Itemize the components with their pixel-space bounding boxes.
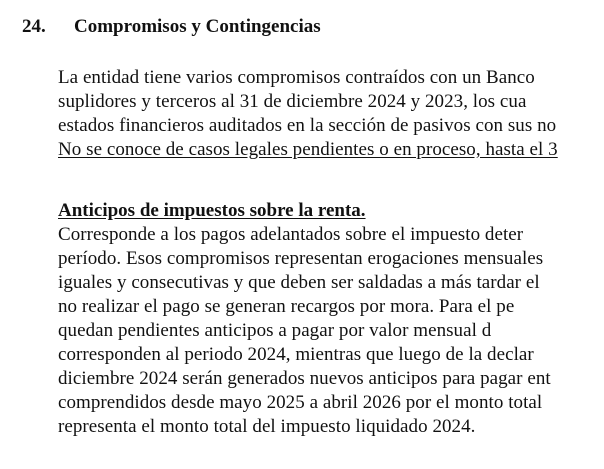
paragraph-line: comprendidos desde mayo 2025 a abril 2026 por el monto total <box>58 392 543 413</box>
underlined-paragraph-line: No se conoce de casos legales pendientes o en proceso, hasta el 3 <box>58 139 558 160</box>
paragraph-line: representa el monto total del impuesto liquidado 2024. <box>58 416 476 437</box>
paragraph-line: quedan pendientes anticipos a pagar por valor mensual d <box>58 320 492 341</box>
paragraph-line: suplidores y terceros al 31 de diciembre 2024 y 2023, los cua <box>58 91 527 112</box>
paragraph-line: iguales y consecutivas y que deben ser saldadas a más tardar el <box>58 272 540 293</box>
paragraph-line: no realizar el pago se generan recargos por mora. Para el pe <box>58 296 515 317</box>
paragraph-line: corresponden al periodo 2024, mientras que luego de la declar <box>58 344 534 365</box>
section-title: Compromisos y Contingencias <box>74 16 321 37</box>
section-number: 24. <box>22 16 46 37</box>
paragraph-line: período. Esos compromisos representan erogaciones mensuales <box>58 248 544 269</box>
paragraph-line: diciembre 2024 serán generados nuevos anticipos para pagar ent <box>58 368 551 389</box>
section-heading <box>22 14 321 40</box>
paragraph-line: estados financieros auditados en la sección de pasivos con sus no <box>58 115 557 136</box>
paragraph-line: La entidad tiene varios compromisos contraídos con un Banco <box>58 67 535 88</box>
subsection-title: Anticipos de impuestos sobre la renta. <box>58 200 366 221</box>
paragraph-line: Corresponde a los pagos adelantados sobre el impuesto deter <box>58 224 524 245</box>
